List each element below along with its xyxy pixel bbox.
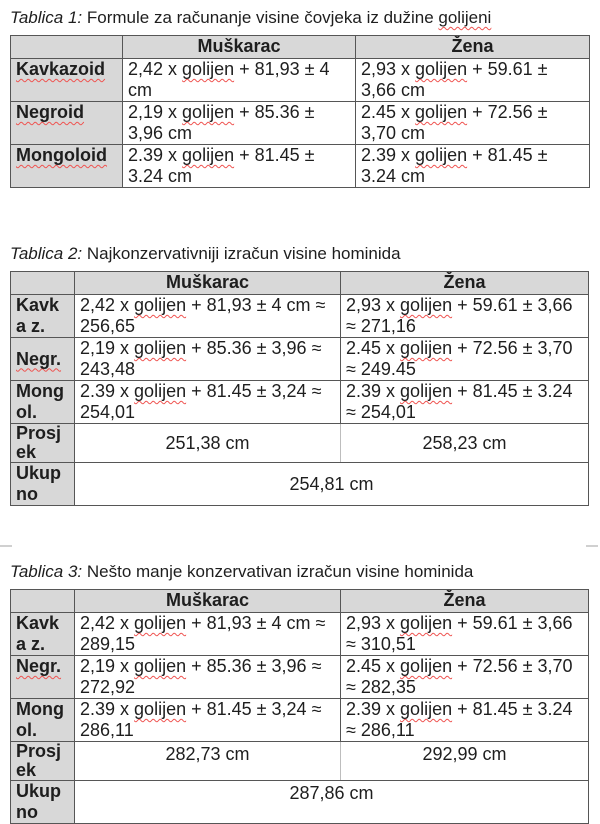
tablica-3-title	[10, 561, 590, 582]
t3-negr-muskarac: 2,19 x golijen + 85.36 ± 3,96 ≈ 272,92	[75, 656, 341, 699]
t2-negr-zena: 2.45 x golijen + 72.56 ± 3,70 ≈ 249.45	[341, 338, 589, 381]
tablica-3-section	[10, 561, 590, 824]
t3-mong-zena: 2.39 x golijen + 81.45 ± 3.24 ≈ 286,11	[341, 699, 589, 742]
t2-kavka-muskarac: 2,42 x golijen + 81,93 ± 4 cm ≈ 256,65	[75, 295, 341, 338]
t3-header-muskarac: Muškarac	[75, 590, 341, 613]
table-row	[11, 699, 589, 742]
table-row	[11, 613, 589, 656]
tablica-1-table	[10, 35, 590, 188]
t3-label-prosjek: Prosjek	[11, 742, 75, 781]
t3-header-row	[11, 590, 589, 613]
t2-prosjek-row	[11, 424, 589, 463]
t3-mong-muskarac: 2.39 x golijen + 81.45 ± 3,24 ≈ 286,11	[75, 699, 341, 742]
t2-label-mong: Mong ol.	[11, 381, 75, 424]
t1-negroid-muskarac: 2,19 x golijen + 85.36 ± 3,96 cm	[123, 102, 356, 145]
t1-label-mongoloid: Mongoloid	[11, 145, 123, 188]
tablica-3-title-label: Tablica 3:	[10, 562, 83, 581]
t1-header-muskarac: Muškarac	[123, 36, 356, 59]
tablica-1-title	[10, 7, 590, 28]
tablica-2-section	[10, 243, 590, 506]
t3-ukupno-row	[11, 781, 589, 824]
t1-mongoloid-zena: 2.39 x golijen + 81.45 ± 3.24 cm	[356, 145, 590, 188]
t1-label-kavkazoid: Kavkazoid	[11, 59, 123, 102]
t1-mongoloid-muskarac: 2.39 x golijen + 81.45 ± 3.24 cm	[123, 145, 356, 188]
t2-header-empty	[11, 272, 75, 295]
t3-header-zena: Žena	[341, 590, 589, 613]
table-row	[11, 656, 589, 699]
t3-label-mong: Mong ol.	[11, 699, 75, 742]
tablica-1-title-text: Formule za računanje visine čovjeka iz dužine golijeni	[82, 8, 492, 27]
t3-prosjek-zena: 292,99 cm	[341, 742, 589, 781]
t3-prosjek-row	[11, 742, 589, 781]
t2-label-kavka: Kavka z.	[11, 295, 75, 338]
t1-header-empty	[11, 36, 123, 59]
t2-prosjek-muskarac: 251,38 cm	[75, 424, 341, 463]
t2-ukupno-row	[11, 463, 589, 506]
tablica-2-title-label: Tablica 2:	[10, 244, 83, 263]
t1-kavkazoid-muskarac: 2,42 x golijen + 81,93 ± 4 cm	[123, 59, 356, 102]
table-row	[11, 295, 589, 338]
t2-header-zena: Žena	[341, 272, 589, 295]
table-row	[11, 102, 590, 145]
t2-label-prosjek: Prosjek	[11, 424, 75, 463]
t2-header-row	[11, 272, 589, 295]
t3-negr-zena: 2.45 x golijen + 72.56 ± 3,70 ≈ 282,35	[341, 656, 589, 699]
t2-mong-muskarac: 2.39 x golijen + 81.45 ± 3,24 ≈ 254,01	[75, 381, 341, 424]
t3-kavka-zena: 2,93 x golijen + 59.61 ± 3,66 ≈ 310,51	[341, 613, 589, 656]
tablica-1-section	[10, 7, 590, 188]
t2-prosjek-zena: 258,23 cm	[341, 424, 589, 463]
t2-label-ukupno: Ukupno	[11, 463, 75, 506]
tablica-3-table	[10, 589, 589, 824]
t3-label-kavka: Kavka z.	[11, 613, 75, 656]
t2-negr-muskarac: 2,19 x golijen + 85.36 ± 3,96 ≈ 243,48	[75, 338, 341, 381]
tablica-2-title-text: Najkonzervativniji izračun visine hominida	[82, 244, 401, 263]
tablica-2-table	[10, 271, 589, 506]
text-boundary-mark	[0, 545, 12, 547]
t2-label-negr: Negr.	[11, 338, 75, 381]
table-row	[11, 145, 590, 188]
t1-header-zena: Žena	[356, 36, 590, 59]
t2-mong-zena: 2.39 x golijen + 81.45 ± 3.24 ≈ 254,01	[341, 381, 589, 424]
tablica-2-title	[10, 243, 590, 264]
t3-ukupno-value: 287,86 cm	[75, 781, 589, 824]
table-row	[11, 338, 589, 381]
table-row	[11, 381, 589, 424]
t2-header-muskarac: Muškarac	[75, 272, 341, 295]
tablica-3-title-text: Nešto manje konzervativan izračun visine hominida	[82, 562, 474, 581]
t1-label-negroid: Negroid	[11, 102, 123, 145]
t1-negroid-zena: 2.45 x golijen + 72.56 ± 3,70 cm	[356, 102, 590, 145]
t1-header-row	[11, 36, 590, 59]
t2-kavka-zena: 2,93 x golijen + 59.61 ± 3,66 ≈ 271,16	[341, 295, 589, 338]
t3-label-negr: Negr.	[11, 656, 75, 699]
t2-ukupno-value: 254,81 cm	[75, 463, 589, 506]
t3-prosjek-muskarac: 282,73 cm	[75, 742, 341, 781]
t3-header-empty	[11, 590, 75, 613]
t1-kavkazoid-zena: 2,93 x golijen + 59.61 ± 3,66 cm	[356, 59, 590, 102]
text-boundary-mark	[586, 545, 598, 547]
tablica-1-title-label: Tablica 1:	[10, 8, 83, 27]
t3-label-ukupno: Ukupno	[11, 781, 75, 824]
table-row	[11, 59, 590, 102]
t3-kavka-muskarac: 2,42 x golijen + 81,93 ± 4 cm ≈ 289,15	[75, 613, 341, 656]
